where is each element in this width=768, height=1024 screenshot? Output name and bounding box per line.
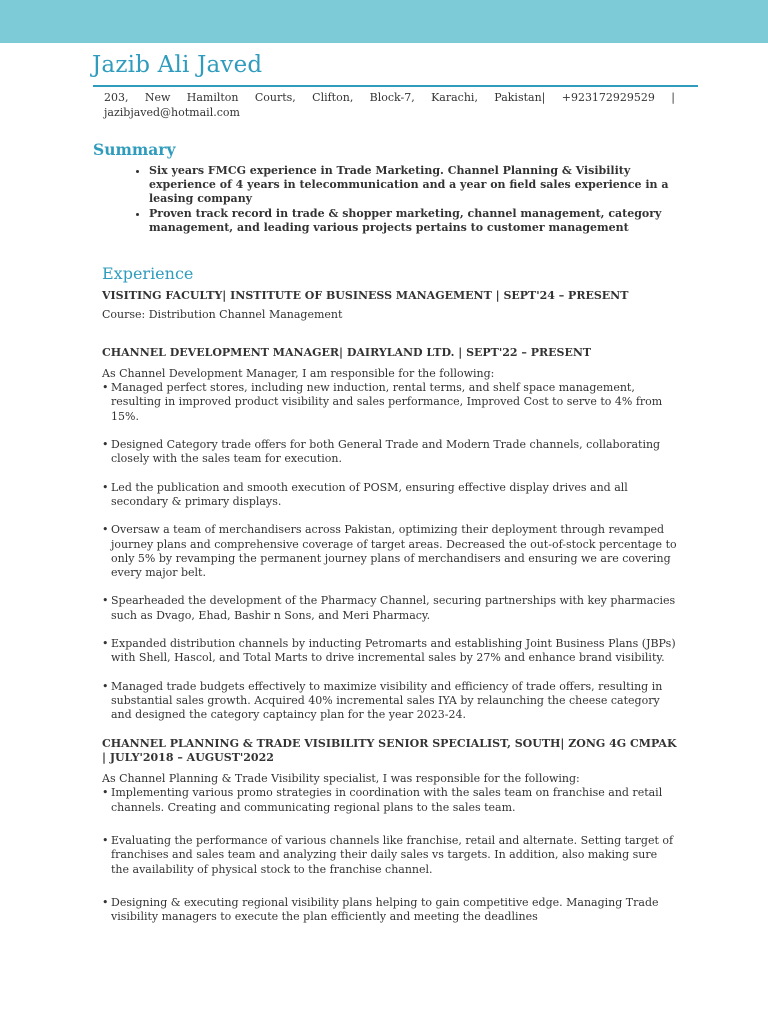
job-entry <box>102 289 677 323</box>
job-intro: As Channel Planning & Trade Visibility specialist, I was responsible for the following: <box>102 772 580 786</box>
job-bullets <box>102 786 677 924</box>
job-bullet: • Spearheaded the development of the Pharmacy Channel, securing partnerships with key pharmacies such as Dvago, Ehad, Bashir n Sons, and Meri Pharmacy. <box>102 594 677 623</box>
job-bullet: • Managed perfect stores, including new induction, rental terms, and shelf space management, resulting in improved product visibility and sales performance, Improved Cost to serve to 4% from 15%. <box>102 381 677 424</box>
summary-item: • Six years FMCG experience in Trade Marketing. Channel Planning & Visibility experience of 4 years in telecommunication and a year on field sales experience in a leasing company <box>149 164 684 207</box>
summary-heading: Summary <box>93 140 176 159</box>
summary-item: • Proven track record in trade & shopper marketing, channel management, category management, and leading various projects pertains to customer management <box>149 207 684 235</box>
job-bullet: • Led the publication and smooth execution of POSM, ensuring effective display drives and all secondary & primary displays. <box>102 481 677 510</box>
header-banner <box>0 0 768 43</box>
summary-list <box>120 164 684 235</box>
job-bullet: • Designing & executing regional visibility plans helping to gain competitive edge. Managing Trade visibility managers to execute the plan efficiently and meeting the deadlines <box>102 896 677 925</box>
job-bullet: • Implementing various promo strategies in coordination with the sales team on franchise and retail channels. Creating and communicating regional plans to the sales team. <box>102 786 677 815</box>
job-bullets <box>102 381 677 722</box>
job-bullet: • Designed Category trade offers for both General Trade and Modern Trade channels, collaborating closely with the sales team for execution. <box>102 438 677 467</box>
job-bullet: • Oversaw a team of merchandisers across Pakistan, optimizing their deployment through revamped journey plans and comprehensive coverage of target areas. Decreased the out-of-stock percentage to only 5% by revamping the permanent journey plans of merchandisers and ensuring we are covering every major belt. <box>102 523 677 580</box>
job-title: VISITING FACULTY| INSTITUTE OF BUSINESS MANAGEMENT | SEPT'24 – PRESENT <box>102 289 629 302</box>
job-title: CHANNEL DEVELOPMENT MANAGER| DAIRYLAND LTD. | SEPT'22 – PRESENT <box>102 345 592 359</box>
experience-heading: Experience <box>102 264 194 283</box>
job-title: CHANNEL PLANNING & TRADE VISIBILITY SENIOR SPECIALIST, SOUTH| ZONG 4G CMPAK | JULY'2018 – AUGUST'2022 <box>102 736 677 764</box>
name-divider <box>93 85 698 87</box>
candidate-name: Jazib Ali Javed <box>92 52 263 78</box>
job-bullet: • Evaluating the performance of various channels like franchise, retail and alternate. Setting target of franchises and sales team and analyzing their daily sales vs targets. In addition, also making sure the availability of physical stock to the franchise channel. <box>102 834 677 877</box>
job-intro: As Channel Development Manager, I am responsible for the following: <box>102 366 495 380</box>
job-entry <box>102 737 677 925</box>
experience-section <box>102 289 677 925</box>
job-bullet: • Expanded distribution channels by inducting Petromarts and establishing Joint Business Plans (JBPs) with Shell, Hascol, and Total Marts to drive incremental sales by 27% and enhance brand visibility. <box>102 637 677 666</box>
job-bullet: • Managed trade budgets effectively to maximize visibility and efficiency of trade offers, resulting in substantial sales growth. Acquired 40% incremental sales IYA by relaunching the cheese category and designed the category captaincy plan for the year 2023-24. <box>102 680 677 723</box>
job-entry <box>102 346 677 723</box>
contact-info: 203, New Hamilton Courts, Clifton, Block-7, Karachi, Pakistan| +923172929529 | jazibjaved@hotmail.com <box>104 91 675 119</box>
job-intro: Course: Distribution Channel Management <box>102 308 343 322</box>
